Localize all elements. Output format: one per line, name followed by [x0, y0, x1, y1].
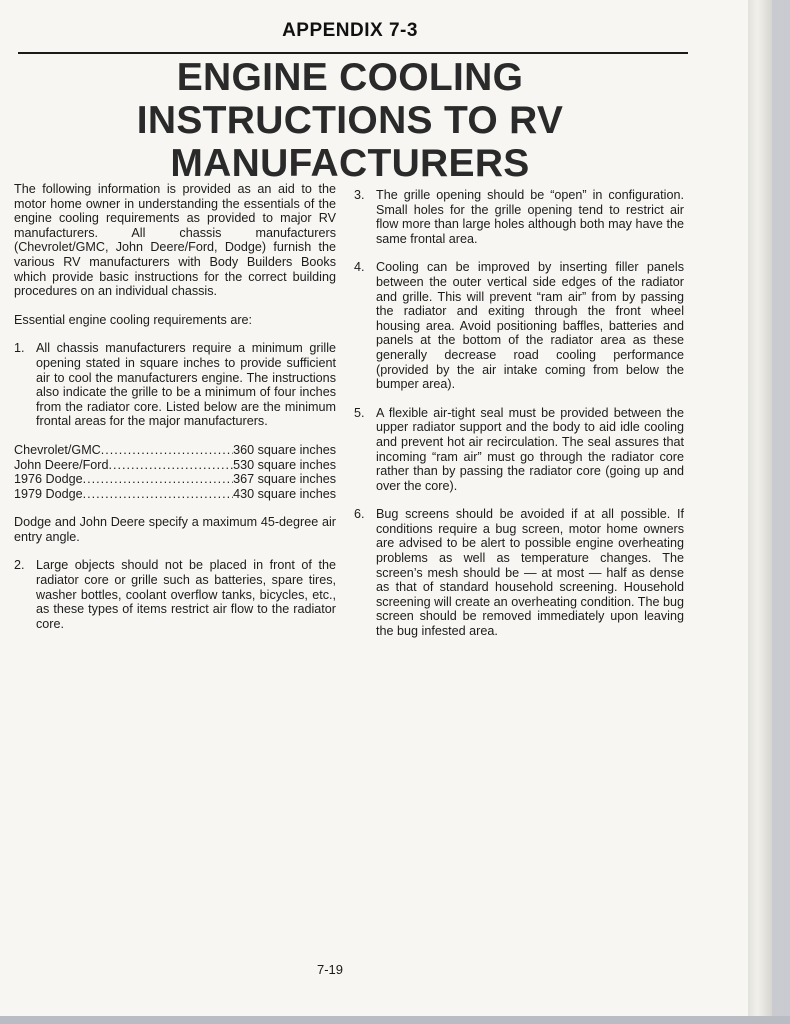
title-line-1: ENGINE COOLING: [176, 56, 524, 99]
spec-value: 367 square inches: [233, 472, 336, 487]
grille-area-table: [14, 443, 336, 501]
item-number: 5.: [354, 405, 365, 420]
item-number: 2.: [14, 558, 25, 573]
spec-row-john-deere: [14, 458, 336, 473]
item-text: A flexible air-tight seal must be provided between the upper radiator support and the body to aid idle cooling and prevent hot air recirculation. The seal assures that incoming “ram air” must go through the radiator core rather than by passing the radiator core (going up and over the core).: [376, 405, 684, 493]
list-item-4: [354, 260, 684, 391]
page-stack-edge: [748, 0, 772, 1016]
list-item-1: [14, 341, 336, 429]
item-text: All chassis manufacturers require a minimum grille opening stated in square inches to provide sufficient air to cool the manufacturers engine. The instructions also indicate the grille to be a minimum of four inches from the radiator core. Listed below are the minimum frontal areas for the major manufacturers.: [36, 341, 336, 429]
spec-value: 430 square inches: [233, 486, 336, 501]
leader-dots: [109, 458, 234, 473]
spec-value: 530 square inches: [233, 457, 336, 472]
leader-dots: [83, 472, 233, 487]
list-item-3: [354, 188, 684, 246]
item-number: 1.: [14, 341, 25, 356]
spec-name: John Deere/Ford: [14, 457, 109, 472]
appendix-heading: APPENDIX 7-3: [282, 20, 418, 41]
heading-rule: [18, 52, 688, 54]
intro-paragraph: The following information is provided as an aid to the motor home owner in understanding the essentials of the engine cooling requirements as provided to major RV manufacturers. All chassis manufacturers (Chevrolet/GMC, John Deere/Ford, Dodge) furnish the various RV manufacturers with Body Builders Books which provide basic instructions for the correct building procedures on an individual chassis.: [14, 182, 336, 299]
title-line-3: MANUFACTURERS: [170, 142, 530, 185]
item-text: Cooling can be improved by inserting filler panels between the outer vertical side edges of the radiator and grille. This will prevent “ram air” from by passing the radiator and exiting through the front wheel housing area. Avoid positioning baffles, batteries and panels at the bottom of the radiator area as these generally decrease road cooling performance (provided by the air intake coming from below the bumper area).: [376, 260, 684, 392]
leader-dots: [101, 443, 233, 458]
spec-row-1979-dodge: [14, 487, 336, 502]
item-number: 4.: [354, 260, 365, 275]
right-column: [354, 188, 684, 653]
title-line-2: INSTRUCTIONS TO RV: [136, 99, 564, 142]
spec-value: 360 square inches: [233, 442, 336, 457]
spec-name: 1979 Dodge: [14, 486, 83, 501]
spec-name: Chevrolet/GMC: [14, 442, 101, 457]
spec-row-1976-dodge: [14, 472, 336, 487]
list-item-2: [14, 558, 336, 631]
page-number: 7-19: [316, 962, 344, 977]
item-number: 6.: [354, 507, 365, 522]
item-text: Large objects should not be placed in front of the radiator core or grille such as batteries, spare tires, washer bottles, coolant overflow tanks, bicycles, etc., as these types of items restrict air flow to the radiator core.: [36, 558, 336, 631]
item-number: 3.: [354, 188, 365, 202]
scan-background: [0, 1016, 790, 1024]
item-text: Bug screens should be avoided if at all possible. If conditions require a bug screen, motor home owners are advised to be alert to possible engine overheating problems as well as temperature changes. The screen’s mesh should be — at most — half as dense as that of standard household screening. Household screening will create an overheating condition. The bug screen should be removed immediately upon leaving the bug infested area.: [376, 507, 684, 639]
list-item-6: [354, 507, 684, 638]
essential-requirements-label: Essential engine cooling requirements are:: [14, 312, 253, 327]
item-text: The grille opening should be “open” in configuration. Small holes for the grille opening tend to restrict air flow more than large holes although both may have the same frontal area.: [376, 188, 684, 246]
leader-dots: [83, 487, 233, 502]
spec-name: 1976 Dodge: [14, 472, 83, 487]
page-title: [90, 56, 610, 185]
spec-row-chevrolet: [14, 443, 336, 458]
left-column: [14, 182, 336, 645]
air-entry-angle-note: Dodge and John Deere specify a maximum 45-degree air entry angle.: [14, 515, 336, 544]
list-item-5: [354, 406, 684, 494]
